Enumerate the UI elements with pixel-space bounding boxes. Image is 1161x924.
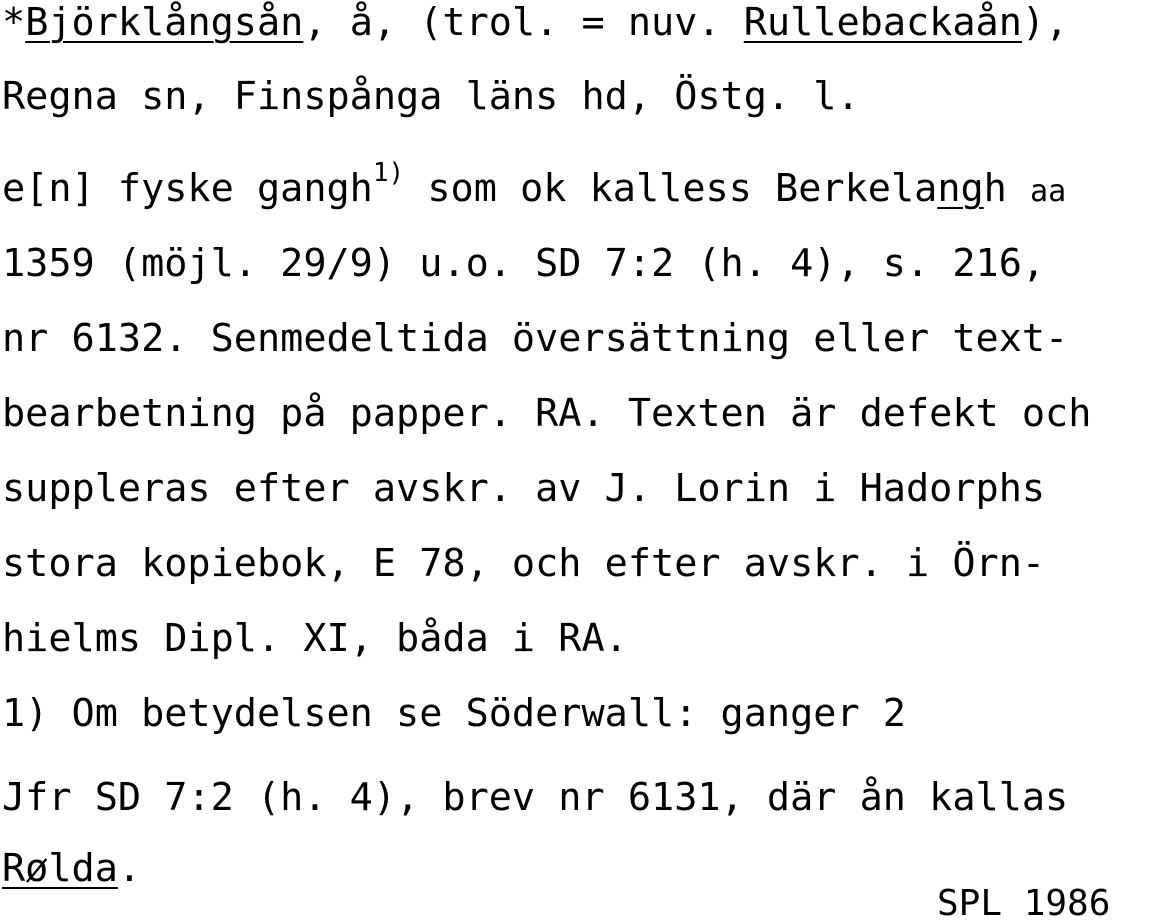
footnote-line: 1) Om betydelsen se Söderwall: ganger 2 (2, 691, 906, 736)
modern-name: Rullebackaån (743, 0, 1022, 45)
name-line (2, 847, 141, 891)
text-line-8: stora kopiebok, E 78, och efter avskr. i Örn- (2, 541, 1046, 586)
footnote-marker: 1) (372, 158, 405, 188)
location-line: Regna sn, Finspånga läns hd, Östg. l. (2, 74, 860, 119)
source-line: 1359 (möjl. 29/9) u.o. SD 7:2 (h. 4), s. 216, (2, 241, 1046, 286)
text-line-7: suppleras efter avskr. av J. Lorin i Hadorphs (2, 466, 1046, 511)
quote-part-b: som ok kalless Berkela (404, 166, 938, 211)
quote-ng: ng (937, 166, 984, 211)
quote-aa: aa (1030, 174, 1067, 209)
headword-suffix: , å, (trol. = nuv. (303, 0, 744, 45)
quote-line (2, 158, 1067, 215)
entry-heading-line (2, 1, 1068, 45)
signature: SPL 1986 (937, 883, 1111, 924)
headword-prefix: * (2, 0, 26, 45)
headword: Björklångsån (25, 0, 304, 45)
text-line-6: bearbetning på papper. RA. Texten är defekt och (2, 391, 1092, 436)
quote-part-a: e[n] fyske gangh (2, 166, 373, 211)
reference-line: Jfr SD 7:2 (h. 4), brev nr 6131, där ån kallas (2, 775, 1069, 820)
quote-part-c: h (983, 166, 1031, 211)
text-line-9: hielms Dipl. XI, båda i RA. (2, 616, 628, 661)
rolda-suffix: . (117, 846, 142, 891)
rolda-name: Rølda (2, 846, 118, 891)
modern-name-suffix: ), (1021, 0, 1069, 45)
text-line-5: nr 6132. Senmedeltida översättning eller text- (2, 316, 1069, 361)
